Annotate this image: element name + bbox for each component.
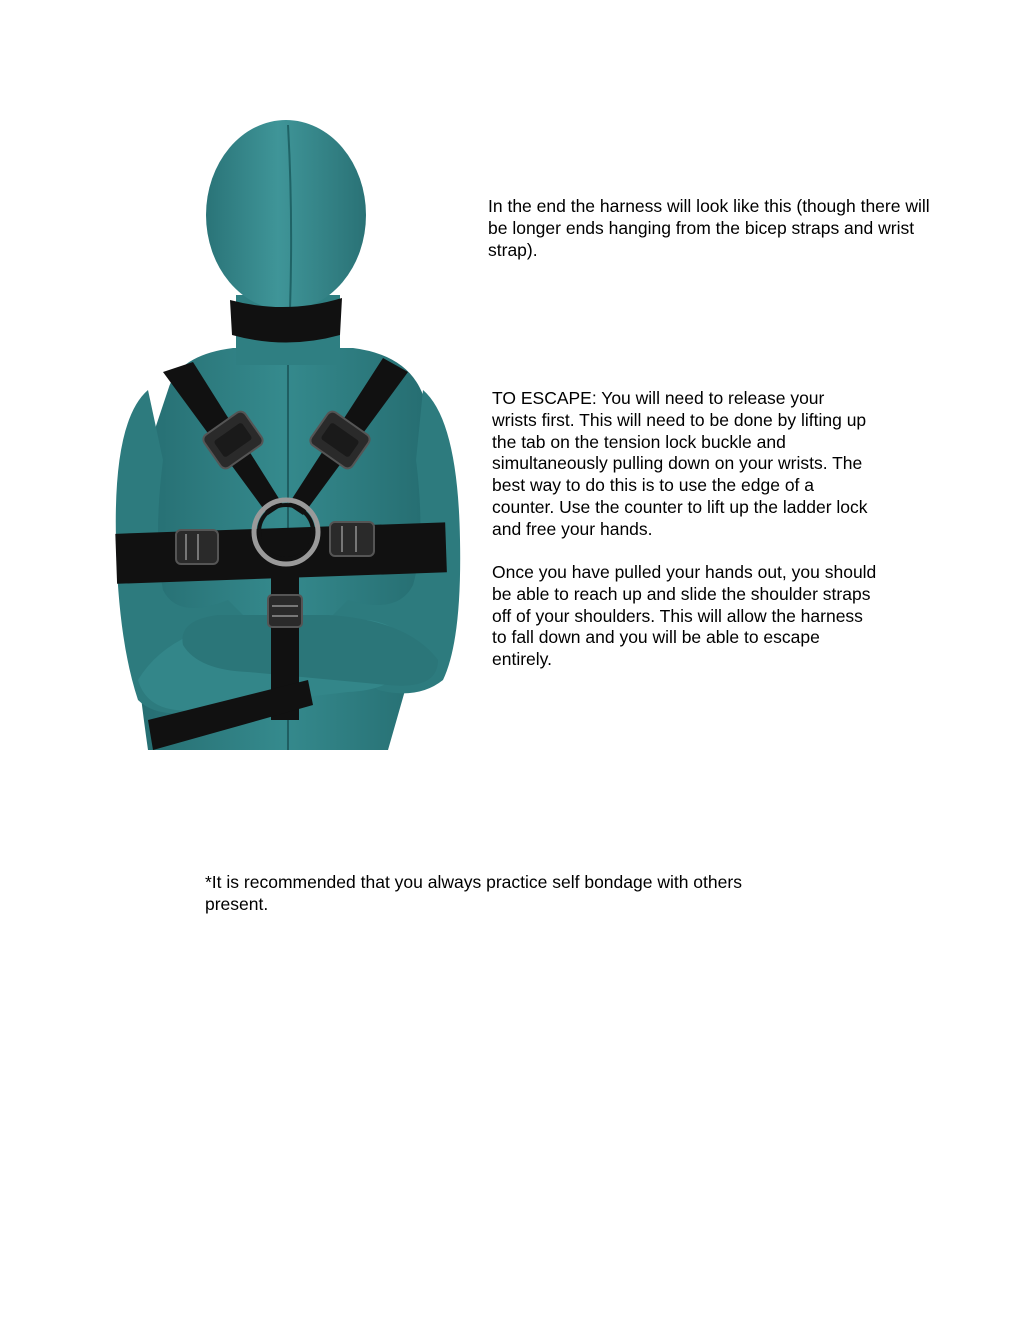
intro-paragraph bbox=[488, 196, 930, 261]
escape-paragraph bbox=[492, 388, 868, 541]
left-bicep-buckle bbox=[176, 530, 218, 564]
right-bicep-buckle bbox=[330, 522, 374, 556]
escape-line: wrists first. This will need to be done by lifting up bbox=[492, 409, 867, 430]
escape-line: best way to do this is to use the edge of a bbox=[492, 475, 815, 496]
release-line: to fall down and you will be able to escape bbox=[492, 627, 820, 648]
escape-line: simultaneously pulling down on your wrists. The bbox=[492, 453, 863, 474]
note-line: *It is recommended that you always practice self bondage with others bbox=[205, 872, 742, 892]
escape-line: the tab on the tension lock buckle and bbox=[492, 431, 786, 452]
release-line: Once you have pulled your hands out, you should bbox=[492, 562, 877, 582]
note-line: present. bbox=[205, 893, 269, 914]
center-ladder-lock bbox=[268, 595, 302, 627]
safety-note bbox=[205, 872, 742, 916]
release-line: be able to reach up and slide the shoulder straps bbox=[492, 583, 871, 604]
suit-hood bbox=[206, 120, 366, 310]
intro-line: In the end the harness will look like this (though there will bbox=[488, 196, 930, 216]
release-line: off of your shoulders. This will allow the harness bbox=[492, 605, 863, 626]
intro-line: be longer ends hanging from the bicep straps and wrist bbox=[488, 217, 915, 238]
escape-line: TO ESCAPE: You will need to release your bbox=[492, 388, 825, 408]
harness-illustration bbox=[108, 120, 468, 750]
escape-line: and free your hands. bbox=[492, 518, 653, 539]
intro-line: strap). bbox=[488, 239, 538, 260]
escape-line: counter. Use the counter to lift up the ladder lock bbox=[492, 496, 868, 517]
release-line: entirely. bbox=[492, 649, 552, 670]
release-paragraph bbox=[492, 562, 876, 671]
harness-photo bbox=[108, 120, 468, 750]
